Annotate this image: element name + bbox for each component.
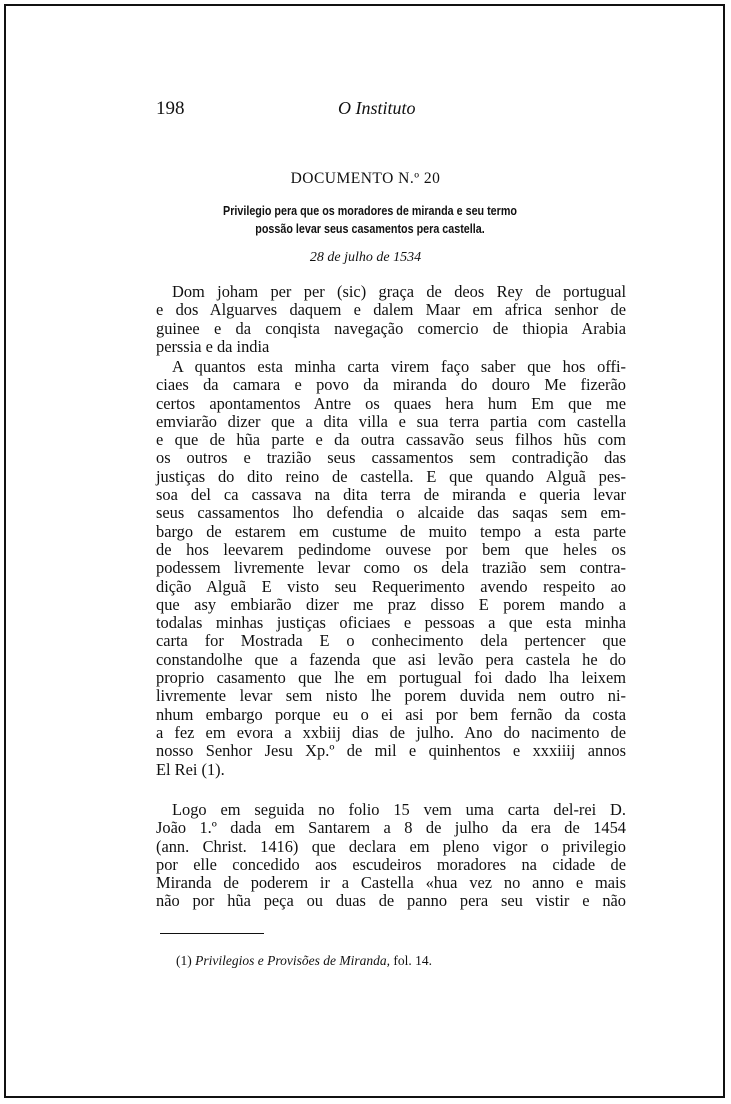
text-line: ciaes da camara e povo da miranda do douro Me fizerão (156, 375, 626, 395)
text-line: perssia e da india (156, 336, 270, 356)
text-line: guinee e da conqista navegação comercio de thiopia Arabia (156, 318, 626, 338)
text-line: emviarão dizer que a dita villa e sua terra partia com castella (156, 411, 626, 431)
text-line: João 1.º dada em Santarem a 8 de julho da era de 1454 (156, 818, 626, 838)
footnote-source-title: Privilegios e Provisões de Miranda, (195, 953, 390, 968)
text-line: a fez em evora a xxbiij dias de julho. Ano do nacimento de (156, 722, 626, 742)
document-title-line: Privilegio pera que os moradores de miranda e seu termo (223, 204, 517, 218)
text-line: podessem livremente levar como os dela trazião sem contra- (156, 558, 626, 578)
document-date: 28 de julho de 1534 (309, 250, 422, 265)
page-header (156, 98, 576, 122)
text-line: A quantos esta minha carta virem faço saber que hos offi- (172, 357, 626, 376)
footnote-marker: (1) (176, 953, 192, 968)
text-line: de hos leevarem pedindome ouvese por bem que heles os (156, 539, 626, 559)
text-line: por elle concedido aos escudeiros moradores na cidade de (156, 854, 626, 874)
text-line: não por hũa peça ou duas de panno pera seu vistir e não (156, 891, 626, 911)
text-line: justiças do dito reino de castella. E que quando Alguã pes- (156, 466, 626, 486)
text-line: e que de hũa parte e da outra cassavão seus filhos hũs com (156, 430, 626, 450)
paragraph-royal-greeting (156, 283, 626, 356)
document-title-line: possão levar seus casamentos pera castella. (255, 222, 485, 236)
text-line: El Rei (1). (156, 759, 225, 779)
text-line: carta for Mostrada E o conhecimento dela pertencer que (156, 631, 626, 651)
document-label: DOCUMENTO N.º 20 (290, 170, 441, 187)
text-line: livremente levar sem nisto lhe porem duvida nem outro ni- (156, 686, 626, 706)
text-line: que asy embiarão dizer me praz disso E porem mando a (156, 594, 626, 614)
text-line: seus cassamentos lho defendia o alcaide das saqas sem em- (156, 503, 626, 523)
text-line: nhum embargo porque eu o ei asi por bem fernão da costa (156, 704, 626, 724)
text-line: proprio casamento que lhe em portugual foi dado lha leixem (156, 668, 626, 688)
text-line: e dos Alguarves daquem e dalem Maar em africa senhor de (156, 300, 626, 320)
text-line: os outros e trazião seus cassamentos sem contradição das (156, 448, 626, 468)
paragraph-privilege-text (156, 358, 626, 779)
text-line: (ann. Christ. 1416) que declara em pleno vigor o privilegio (156, 836, 626, 856)
page-number: 198 (156, 98, 185, 119)
text-line: Dom joham per per (sic) graça de deos Rey de portugual (172, 282, 626, 301)
text-line: nosso Senhor Jesu Xp.º de mil e quinhentos e xxxiiij annos (156, 741, 626, 761)
paragraph-commentary (156, 801, 626, 911)
document-title (181, 202, 559, 238)
text-line: certos apontamentos Antre os quaes hera hum Em que me (156, 393, 626, 413)
text-line: dição Alguã E visto seu Requerimento avendo respeito ao (156, 576, 626, 596)
running-title: O Instituto (338, 98, 416, 118)
text-line: Miranda de poderem ir a Castella «hua vez no anno e mais (156, 873, 626, 893)
text-line: bargo de estarem em custume de muito tempo a esta parte (156, 521, 626, 541)
text-line: todalas minhas justiças oficiaes e pessoas a que esta minha (156, 613, 626, 633)
footnote-reference: fol. 14. (393, 953, 432, 968)
footnote-divider (160, 933, 264, 934)
text-line: soa del ca cassava na dita terra de miranda e queria levar (156, 485, 626, 505)
text-line: Logo em seguida no folio 15 vem uma carta del-rei D. (172, 800, 626, 819)
footnote (176, 953, 432, 969)
text-line: constandolhe que a fazenda que asi levão pera castela he do (156, 649, 626, 669)
